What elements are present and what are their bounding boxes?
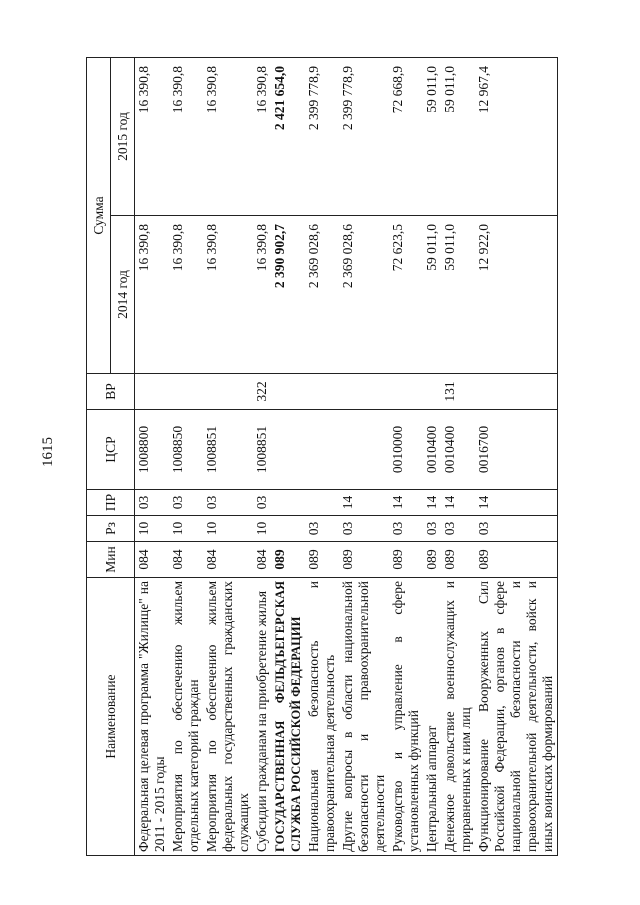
row-2015: 59 011,0 [441, 57, 475, 215]
row-2014: 12 922,0 [475, 216, 558, 374]
row-rz: 10 [169, 516, 203, 542]
row-2015: 2 421 654,0 [271, 57, 305, 215]
row-min: 084 [135, 542, 170, 578]
table-row [389, 57, 423, 855]
row-2014: 72 623,5 [389, 216, 423, 374]
row-csr [305, 410, 339, 490]
row-2014: 16 390,8 [203, 216, 253, 374]
row-2014: 59 011,0 [423, 216, 441, 374]
row-csr: 1008851 [203, 410, 253, 490]
row-csr: 1008851 [253, 410, 271, 490]
table-row [135, 57, 170, 855]
row-vr [305, 374, 339, 410]
row-vr [423, 374, 441, 410]
row-min: 089 [389, 542, 423, 578]
row-rz: 03 [441, 516, 475, 542]
row-pr: 14 [389, 490, 423, 516]
row-pr: 14 [441, 490, 475, 516]
row-csr: 0010400 [423, 410, 441, 490]
row-2015: 16 390,8 [253, 57, 271, 215]
row-2015: 59 011,0 [423, 57, 441, 215]
row-2014: 16 390,8 [135, 216, 170, 374]
row-min: 089 [339, 542, 389, 578]
table-body [135, 57, 558, 855]
row-vr [339, 374, 389, 410]
table-row [339, 57, 389, 855]
row-2014: 16 390,8 [253, 216, 271, 374]
table-row [169, 57, 203, 855]
row-2014: 2 369 028,6 [305, 216, 339, 374]
row-name: Субсидии гражданам на приобретение жилья [253, 578, 271, 856]
row-name: Денежное довольствие военнослужащих и приравненных к ним лиц [441, 578, 475, 856]
row-rz: 03 [339, 516, 389, 542]
row-csr [271, 410, 305, 490]
row-csr: 0016700 [475, 410, 558, 490]
row-csr: 0010400 [441, 410, 475, 490]
row-min: 089 [441, 542, 475, 578]
header-rz: Рз [87, 516, 135, 542]
row-csr [339, 410, 389, 490]
header-name: Наименование [87, 578, 135, 856]
row-name: Федеральная целевая программа "Жилище" на 2011 - 2015 годы [135, 578, 170, 856]
header-csr: ЦСР [87, 410, 135, 490]
row-name: Национальная безопасность и правоохранительная деятельность [305, 578, 339, 856]
row-name: Другие вопросы в области национальной безопасности и правоохранительной деятельности [339, 578, 389, 856]
table-row [271, 57, 305, 855]
row-pr: 03 [203, 490, 253, 516]
row-rz: 10 [203, 516, 253, 542]
row-min: 089 [305, 542, 339, 578]
row-vr [389, 374, 423, 410]
row-vr [271, 374, 305, 410]
row-vr: 131 [441, 374, 475, 410]
row-vr [203, 374, 253, 410]
row-rz: 03 [389, 516, 423, 542]
row-vr [475, 374, 558, 410]
row-name: Центральный аппарат [423, 578, 441, 856]
row-rz [271, 516, 305, 542]
row-min: 084 [203, 542, 253, 578]
row-vr [169, 374, 203, 410]
row-rz: 03 [423, 516, 441, 542]
row-min: 084 [169, 542, 203, 578]
table-row [423, 57, 441, 855]
page-number: 1615 [40, 437, 56, 467]
budget-table-container [86, 58, 580, 856]
row-2015: 16 390,8 [169, 57, 203, 215]
row-vr: 322 [253, 374, 271, 410]
row-name: Функционирование Вооруженных Сил Российской Федерации, органов в сфере национальной безопасности и правоохранительной деятельности, войск и иных воинских формирований [475, 578, 558, 856]
row-2015: 12 967,4 [475, 57, 558, 215]
table-row [475, 57, 558, 855]
header-2015: 2015 год [111, 57, 135, 215]
row-pr: 14 [475, 490, 558, 516]
row-pr [271, 490, 305, 516]
row-2014: 16 390,8 [169, 216, 203, 374]
table-row [441, 57, 475, 855]
row-csr: 0010000 [389, 410, 423, 490]
row-pr: 14 [339, 490, 389, 516]
table-row [305, 57, 339, 855]
header-2014: 2014 год [111, 216, 135, 374]
row-name: Мероприятия по обеспечению жильем отдельных категорий граждан [169, 578, 203, 856]
row-min: 089 [475, 542, 558, 578]
header-vr: ВР [87, 374, 135, 410]
row-2015: 2 399 778,9 [339, 57, 389, 215]
row-csr: 1008800 [135, 410, 170, 490]
row-name: ГОСУДАРСТВЕННАЯ ФЕЛЬДЪЕГЕРСКАЯ СЛУЖБА РОССИЙСКОЙ ФЕДЕРАЦИИ [271, 578, 305, 856]
row-min: 084 [253, 542, 271, 578]
row-min: 089 [423, 542, 441, 578]
row-2015: 16 390,8 [203, 57, 253, 215]
row-csr: 1008850 [169, 410, 203, 490]
row-rz: 03 [305, 516, 339, 542]
row-name: Мероприятия по обеспечению жильем федеральных государственных гражданских служащих [203, 578, 253, 856]
row-pr: 03 [253, 490, 271, 516]
table-row [203, 57, 253, 855]
row-min: 089 [271, 542, 305, 578]
table-row [253, 57, 271, 855]
header-pr: ПР [87, 490, 135, 516]
header-sum: Сумма [87, 57, 111, 373]
row-vr [135, 374, 170, 410]
row-2015: 2 399 778,9 [305, 57, 339, 215]
row-2015: 72 668,9 [389, 57, 423, 215]
row-pr [305, 490, 339, 516]
row-pr: 03 [169, 490, 203, 516]
row-pr: 14 [423, 490, 441, 516]
row-2014: 2 369 028,6 [339, 216, 389, 374]
header-min: Мин [87, 542, 135, 578]
row-rz: 03 [475, 516, 558, 542]
row-2015: 16 390,8 [135, 57, 170, 215]
row-2014: 2 390 902,7 [271, 216, 305, 374]
row-pr: 03 [135, 490, 170, 516]
row-rz: 10 [253, 516, 271, 542]
row-2014: 59 011,0 [441, 216, 475, 374]
row-name: Руководство и управление в сфере установленных функций [389, 578, 423, 856]
row-rz: 10 [135, 516, 170, 542]
budget-table [86, 57, 558, 856]
